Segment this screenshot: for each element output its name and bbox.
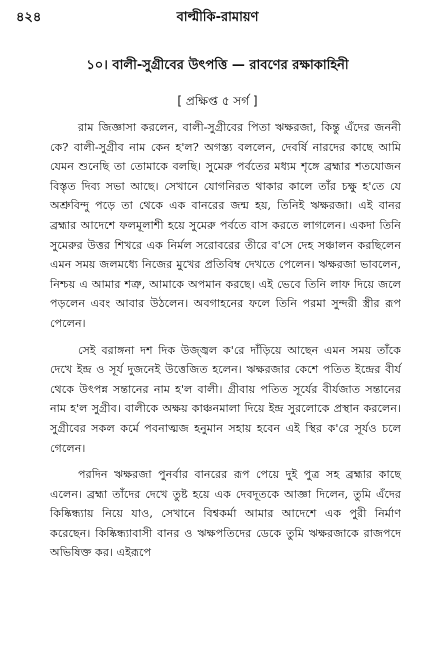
- paragraph: সেই বরাঙ্গনা দশ দিক উজ্জ্বল ক'রে দাঁড়িয়ে আছেন এমন সময় তাঁকে দেখে ইন্দ্র ও সূর্য দুজনেই উত্তেজিত হলেন। ঋক্ষরজার কেশে পতিত ইন্দ্রের বীর্য থেকে উৎপন্ন সন্তানের নাম হ'ল বালী। গ্রীবায় পতিত সূর্যের বীর্যজাত সন্তানের নাম হ'ল সুগ্রীব। বালীকে অক্ষয় কাঞ্চনমালা দিয়ে ইন্দ্র সুরলোকে প্রস্থান করলেন। সুগ্রীবের সকল কর্মে পবনাত্মজ হনুমান সহায় হবেন এই স্থির ক'রে সূর্যও চলে গেলেন।: [50, 343, 401, 455]
- body-text: [50, 118, 401, 570]
- page-header: [10, 6, 425, 28]
- running-head: বাল্মীকি-রামায়ণ: [176, 10, 259, 25]
- page-number: ৪২৪: [16, 10, 42, 25]
- chapter-title: ১০। বালী-সুগ্রীবের উৎপত্তি — রাবণের রক্ষাকাহিনী: [86, 58, 349, 73]
- paragraph: রাম জিজ্ঞাসা করলেন, বালী-সুগ্রীবের পিতা ঋক্ষরজা, কিন্তু এঁদের জননী কে? বালী-সুগ্রীব নাম কেন হ'ল? অগস্ত্য বললেন, দেবর্ষি নারদের কাছে আমি যেমন শুনেছি তা তোমাকে বলছি। সুমেরু পর্বতের মধ্যম শৃঙ্গে ব্রহ্মার শতযোজন বিস্তৃত দিব্য সভা আছে। সেখানে যোগনিরত থাকার কালে তাঁর চক্ষু হ'তে যে অশ্রুবিন্দু পড়ে তা থেকে এক বানরের জন্ম হয়, তিনিই ঋক্ষরজা। এই বানর ব্রহ্মার আদেশে ফলমূলাশী হয়ে সুমেরু পর্বতে বাস করতে লাগলেন। একদা তিনি সুমেরুর উত্তর শিখরে এক নির্মল সরোবরের তীরে ব'সে দেহ সঞ্চালন করছিলেন এমন সময় জলমধ্যে নিজের মুখের প্রতিবিম্ব দেখতে পেলেন। ঋক্ষরজা ভাবলেন, নিশ্চয় এ আমার শত্রু, আমাকে অপমান করছে। এই ভেবে তিনি লাফ দিয়ে জলে পড়লেন এবং আবার উঠলেন। অবগাহনের ফলে তিনি পরমা সুন্দরী স্ত্রীর রূপ পেলেন।: [50, 121, 401, 330]
- paragraph: পরদিন ঋক্ষরজা পুনর্বার বানরের রূপ পেয়ে দুই পুত্র সহ ব্রহ্মার কাছে এলেন। ব্রহ্মা তাঁদের দেখে তুষ্ট হয়ে এক দেবদূতকে আজ্ঞা দিলেন, তুমি এঁদের কিষ্কিন্ধ্যায় নিয়ে যাও, সেখানে বিশ্বকর্মা আমার আদেশে এক পুরী নির্মাণ করেছেন। কিষ্কিন্ধ্যাবাসী বানর ও ঋক্ষপতিদের ডেকে তুমি ঋক্ষরজাকে রাজপদে অভিষিক্ত কর। এইরূপে: [50, 468, 401, 560]
- source-reference: [ প্রক্ষিপ্ত ৫ সর্গ ]: [177, 94, 258, 108]
